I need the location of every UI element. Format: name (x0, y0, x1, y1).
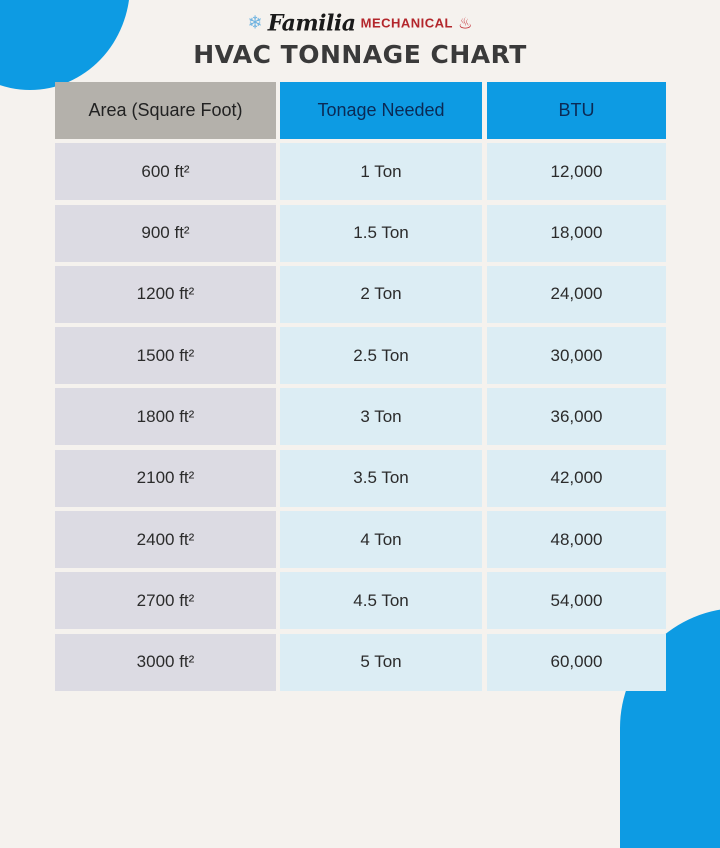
cell-btu: 60,000 (487, 634, 666, 691)
cell-area: 900 ft² (55, 205, 276, 262)
cell-area: 2400 ft² (55, 511, 276, 568)
table-row (55, 450, 666, 507)
cell-area: 1800 ft² (55, 388, 276, 445)
cell-area: 1200 ft² (55, 266, 276, 323)
cell-btu: 24,000 (487, 266, 666, 323)
cell-area: 3000 ft² (55, 634, 276, 691)
snowflake-icon: ❄ (247, 12, 263, 34)
cell-area: 2700 ft² (55, 572, 276, 629)
table-row (55, 572, 666, 629)
cell-tonnage: 3 Ton (280, 388, 482, 445)
cell-tonnage: 4.5 Ton (280, 572, 482, 629)
cell-btu: 48,000 (487, 511, 666, 568)
header-btu: BTU (487, 82, 666, 139)
cell-tonnage: 1.5 Ton (280, 205, 482, 262)
brand-caps: MECHANICAL (360, 15, 453, 31)
cell-area: 2100 ft² (55, 450, 276, 507)
tonnage-table (55, 82, 666, 695)
cell-tonnage: 2 Ton (280, 266, 482, 323)
brand-logo (0, 6, 720, 40)
header-tonnage: Tonage Needed (280, 82, 482, 139)
cell-btu: 12,000 (487, 143, 666, 200)
cell-btu: 36,000 (487, 388, 666, 445)
cell-tonnage: 2.5 Ton (280, 327, 482, 384)
cell-tonnage: 4 Ton (280, 511, 482, 568)
brand-script: Familia (267, 10, 356, 37)
cell-tonnage: 1 Ton (280, 143, 482, 200)
cell-btu: 54,000 (487, 572, 666, 629)
cell-btu: 30,000 (487, 327, 666, 384)
table-row (55, 205, 666, 262)
table-row (55, 266, 666, 323)
table-row (55, 143, 666, 200)
cell-area: 1500 ft² (55, 327, 276, 384)
table-row (55, 511, 666, 568)
header-area: Area (Square Foot) (55, 82, 276, 139)
cell-btu: 18,000 (487, 205, 666, 262)
flame-icon: ♨ (458, 13, 473, 33)
table-row (55, 634, 666, 691)
table-header (55, 82, 666, 139)
cell-tonnage: 3.5 Ton (280, 450, 482, 507)
table-row (55, 388, 666, 445)
page-title: HVAC TONNAGE CHART (193, 40, 527, 69)
table-row (55, 327, 666, 384)
cell-area: 600 ft² (55, 143, 276, 200)
cell-btu: 42,000 (487, 450, 666, 507)
cell-tonnage: 5 Ton (280, 634, 482, 691)
